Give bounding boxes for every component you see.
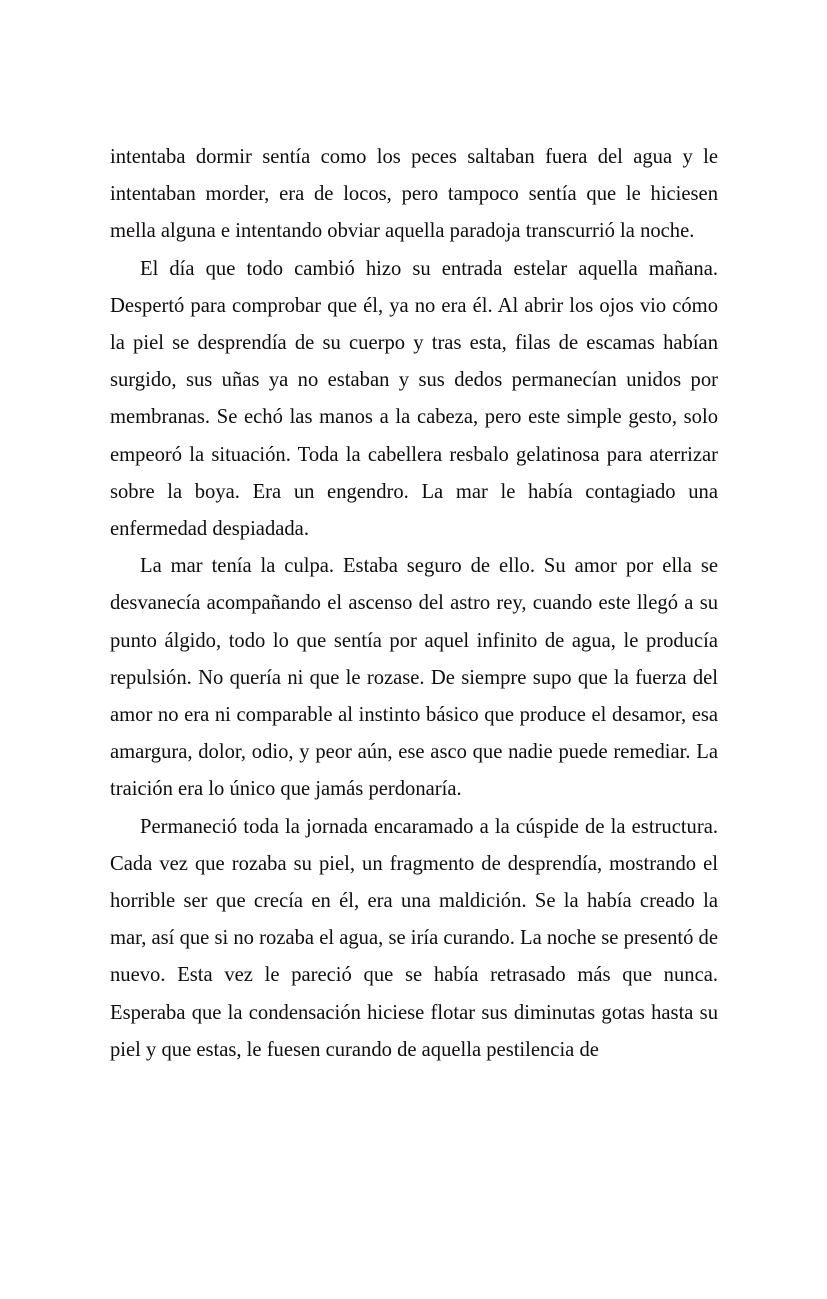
body-paragraph-4: Permaneció toda la jornada encaramado a la cúspide de la estructura. Cada vez que rozaba su piel, un fragmento de desprendía, mostrando el horrible ser que crecía en él, era una maldición. Se la había creado la mar, así que si no rozaba el agua, se iría curando. La noche se presentó de nuevo. Esta vez le pareció que se había retrasado más que nunca. Esperaba que la condensación hiciese flotar sus diminutas gotas hasta su piel y que estas, le fuesen curando de aquella pestilencia de: [110, 815, 718, 1061]
body-paragraph-3: La mar tenía la culpa. Estaba seguro de ello. Su amor por ella se desvanecía acompañando el ascenso del astro rey, cuando este llegó a su punto álgido, todo lo que sentía por aquel infinito de agua, le producía repulsión. No quería ni que le rozase. De siempre supo que la fuerza del amor no era ni comparable al instinto básico que produce el desamor, esa amargura, dolor, odio, y peor aún, ese asco que nadie puede remediar. La traición era lo único que jamás perdonaría.: [110, 555, 718, 801]
page-text-block: [110, 139, 718, 1069]
body-paragraph-1: intentaba dormir sentía como los peces saltaban fuera del agua y le intentaban morder, era de locos, pero tampoco sentía que le hiciesen mella alguna e intentando obviar aquella paradoja transcurrió la noche.: [110, 146, 718, 243]
body-paragraph-2: El día que todo cambió hizo su entrada estelar aquella mañana. Despertó para comprobar que él, ya no era él. Al abrir los ojos vio cómo la piel se desprendía de su cuerpo y tras esta, filas de escamas habían surgido, sus uñas ya no estaban y sus dedos permanecían unidos por membranas. Se echó las manos a la cabeza, pero este simple gesto, solo empeoró la situación. Toda la cabellera resbalo gelatinosa para aterrizar sobre la boya. Era un engendro. La mar le había contagiado una enfermedad despiadada.: [110, 257, 718, 541]
